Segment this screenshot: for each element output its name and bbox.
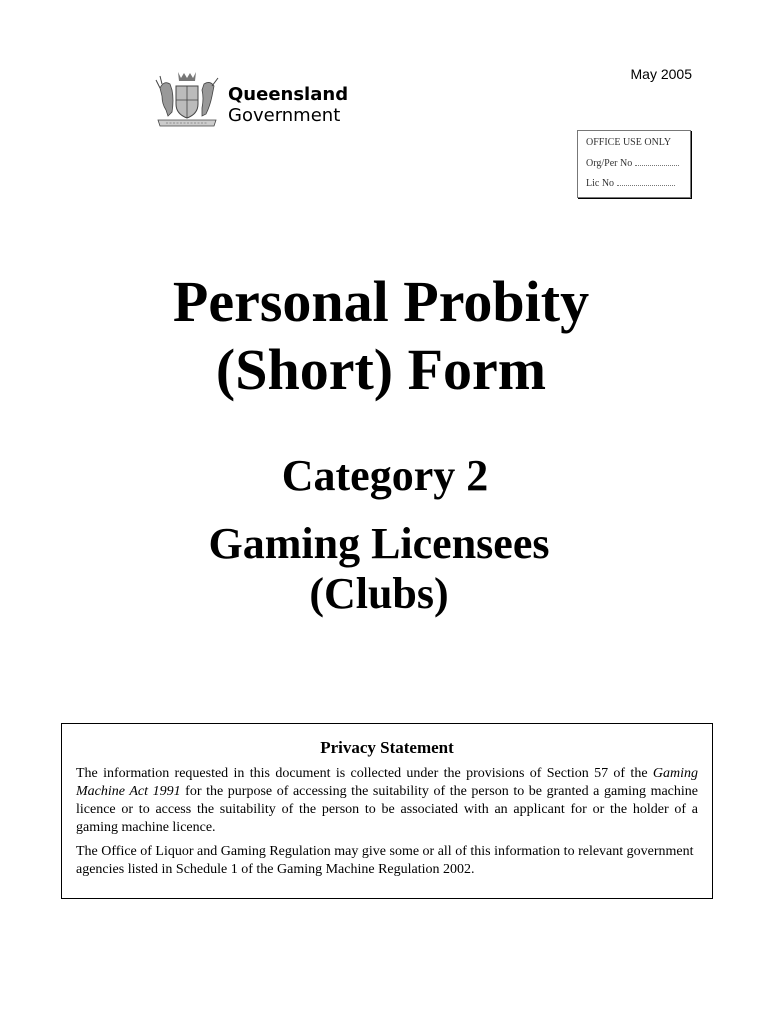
lic-no-field[interactable] xyxy=(617,177,675,186)
category-heading: Category 2 xyxy=(281,451,489,500)
queensland-government-logo xyxy=(148,70,348,130)
gaming-machine-act-reference: Gaming Machine Act 1991 xyxy=(76,766,698,799)
privacy-p1-text-start: The information requested in this document is collected under the provisions of Section 57 of the xyxy=(76,766,653,781)
org-per-no-label: Org/Per No xyxy=(586,158,633,169)
privacy-statement-heading: Privacy Statement xyxy=(320,738,454,757)
form-title-line2: (Short) Form xyxy=(215,337,547,402)
org-per-no-row xyxy=(586,157,690,177)
privacy-paragraph-2: The Office of Liquor and Gaming Regulation may give some or all of this information to relevant government agencies listed in Schedule 1 of the Gaming Machine Regulation 2002. xyxy=(76,844,694,877)
issue-date: May 2005 xyxy=(630,66,692,82)
clubs-heading: (Clubs) xyxy=(309,569,449,618)
office-use-title: OFFICE USE ONLY xyxy=(586,137,672,148)
logo-wordmark-government: Government xyxy=(228,105,341,126)
queensland-coat-of-arms-icon xyxy=(148,70,226,130)
licensees-heading: Gaming Licensees xyxy=(208,519,550,568)
form-title-line1: Personal Probity xyxy=(172,269,590,334)
org-per-no-field[interactable] xyxy=(635,157,679,166)
privacy-p1-text-end: for the purpose of accessing the suitability of the person to be granted a gaming machine licence or to access the suitability of the person to be associated with an applicant for or the holder of a gaming machine licence. xyxy=(76,784,698,835)
privacy-statement-box xyxy=(61,723,713,899)
logo-wordmark-queensland: Queensland xyxy=(228,84,349,105)
lic-no-row xyxy=(586,177,690,197)
office-use-box xyxy=(577,130,691,198)
privacy-paragraph-1 xyxy=(76,765,698,837)
lic-no-label: Lic No xyxy=(586,178,615,189)
